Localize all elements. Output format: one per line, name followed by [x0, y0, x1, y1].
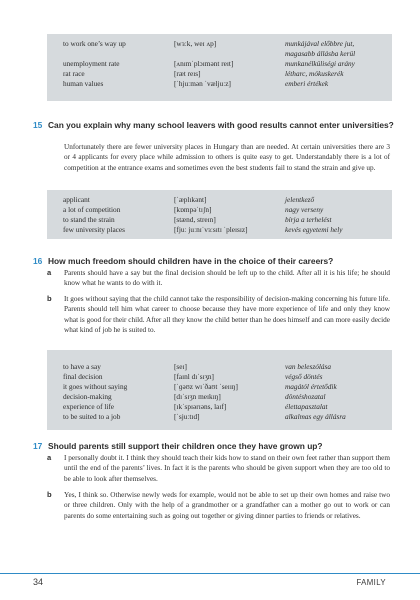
question-number: 16	[33, 256, 43, 266]
vocab-ipa: [ˈsjuːtɪd]	[174, 412, 200, 422]
vocab-english: to have a say	[63, 362, 101, 371]
vocab-english: rat race	[63, 69, 85, 79]
vocab-ipa: [ʌnɪmˈplɔɪmənt reɪt]	[174, 59, 234, 69]
vocab-ipa: [ˈhjuːmən ˈvæljuːz]	[174, 79, 231, 89]
vocab-english: few university places	[63, 225, 126, 235]
answer-17-a	[47, 453, 390, 484]
question-number: 15	[33, 120, 43, 130]
vocab-hungarian: kevés egyetemi hely	[285, 225, 343, 235]
vocab-row	[47, 205, 392, 215]
vocab-english: experience of life	[63, 402, 115, 412]
vocab-english: it goes without saying	[63, 382, 128, 392]
answer-label: a	[47, 453, 52, 462]
vocab-box-1	[47, 34, 392, 101]
vocab-english: applicant	[63, 195, 90, 204]
vocab-hungarian: magától értetődik	[285, 382, 337, 392]
vocab-ipa: [faɪnl dɪˈsɪʒn]	[174, 372, 214, 382]
vocab-row	[47, 39, 392, 49]
vocab-row	[47, 59, 392, 69]
page-number: 34	[33, 577, 44, 587]
answer-17-b	[47, 490, 390, 521]
vocab-box-2	[47, 190, 392, 239]
vocab-hungarian: bírja a terhelést	[285, 215, 332, 225]
vocab-hungarian: döntéshozatal	[285, 392, 326, 402]
vocab-row	[47, 382, 392, 392]
vocab-row	[47, 195, 392, 205]
footer-rule	[0, 573, 420, 574]
vocab-ipa: [kɒmpəˈtɪʃn]	[174, 205, 212, 215]
vocab-ipa: [wɜːk, weɪ ʌp]	[174, 39, 217, 48]
vocab-box-3	[47, 350, 392, 430]
vocab-hungarian: van beleszólása	[285, 362, 332, 371]
answer-text: It goes without saying that the child cannot take the responsibility of decision-making concerning his future life. Parents should tell him what career to choose because they have more experience of life and only they know what is good for their child. After all they know the child better than he does himself and can more easily decide what kind of job he is suited to.	[64, 295, 390, 335]
vocab-english: to work one’s way up	[63, 39, 126, 48]
vocab-english: to be suited to a job	[63, 412, 121, 422]
vocab-hungarian: végső döntés	[285, 372, 323, 382]
question-number: 17	[33, 441, 43, 451]
section-title: FAMILY	[356, 578, 386, 587]
vocab-row	[47, 69, 392, 79]
question-text: How much freedom should children have in the choice of their careers?	[48, 256, 334, 266]
vocab-ipa: [fjuː juːnɪˈvɜːsɪtɪ ˈpleɪsɪz]	[174, 225, 248, 235]
vocab-row	[47, 362, 392, 372]
question-text: Should parents still support their children once they have grown up?	[48, 441, 323, 451]
vocab-hungarian: nagy verseny	[285, 205, 324, 215]
vocab-hungarian: élettapasztalat	[285, 402, 328, 412]
question-16	[33, 256, 395, 266]
vocab-row	[47, 215, 392, 225]
vocab-english: unemployment rate	[63, 59, 120, 69]
answer-16-a	[47, 268, 390, 289]
question-15	[33, 120, 395, 130]
answer-16-b	[47, 294, 390, 336]
vocab-hungarian: munkanélküliségi arány	[285, 59, 355, 69]
vocab-row	[47, 225, 392, 235]
answer-text: I personally doubt it. I think they should teach their kids how to stand on their own feet rather than support them until the end of the parents’ lives. In fact it is the parents who should be given support when they are too old to be able to look after themselves.	[64, 454, 390, 483]
vocab-ipa: [dɪˈsɪʒn meɪkɪŋ]	[174, 392, 221, 402]
answer-label: b	[47, 490, 52, 499]
vocab-row	[47, 79, 392, 89]
vocab-ipa: [ɪkˈspɪərɪəns, laɪf]	[174, 402, 227, 412]
vocab-row	[47, 402, 392, 412]
vocab-ipa: [ˈɡəʊz wɪˈðaʊt ˈseɪɪŋ]	[174, 382, 238, 392]
vocab-ipa: [ˈæplɪkənt]	[174, 195, 207, 204]
vocab-hungarian: létharc, mókuskerék	[285, 69, 344, 79]
answer-15: Unfortunately there are fewer university places in Hungary than are needed. At certain universities there are 3 or 4 applicants for every place while admission to others is quite easy to get. Understandably there is a lot of competition at the entrance exams and sometimes even the best students fail to stand the strain and give up.	[64, 143, 390, 172]
vocab-row	[47, 49, 392, 59]
vocab-row	[47, 372, 392, 382]
vocab-ipa: [ræt reɪs]	[174, 69, 201, 79]
vocab-hungarian: emberi értékek	[285, 79, 329, 89]
question-17	[33, 441, 395, 451]
vocab-hungarian: magasabb állásba kerül	[285, 49, 356, 59]
vocab-hungarian: jelentkező	[285, 195, 315, 204]
vocab-english: a lot of competition	[63, 205, 121, 215]
vocab-english: to stand the strain	[63, 215, 115, 225]
vocab-row	[47, 392, 392, 402]
answer-label: b	[47, 294, 52, 303]
vocab-english: decision-making	[63, 392, 112, 402]
vocab-hungarian: munkájával előbbre jut,	[285, 39, 355, 48]
vocab-ipa: [seɪ]	[174, 362, 187, 371]
answer-text: Yes, I think so. Otherwise newly weds for example, would not be able to set up their own homes and raise two or three children. Only with the help of a grandmother or a grandfather can a mother go out to work or can parents do some entertaining such as going out together or giving dinner parties to friends or relatives.	[64, 491, 390, 520]
vocab-row	[47, 412, 392, 422]
vocab-ipa: [stænd, streɪn]	[174, 215, 216, 225]
answer-text: Parents should have a say but the final decision should be left up to the child. After all it is his life; he should know what he wants to do with it.	[64, 269, 390, 288]
vocab-english: final decision	[63, 372, 103, 382]
vocab-english: human values	[63, 79, 104, 89]
question-text: Can you explain why many school leavers with good results cannot enter universities?	[48, 120, 394, 130]
answer-label: a	[47, 268, 52, 277]
vocab-hungarian: alkalmas egy állásra	[285, 412, 346, 422]
